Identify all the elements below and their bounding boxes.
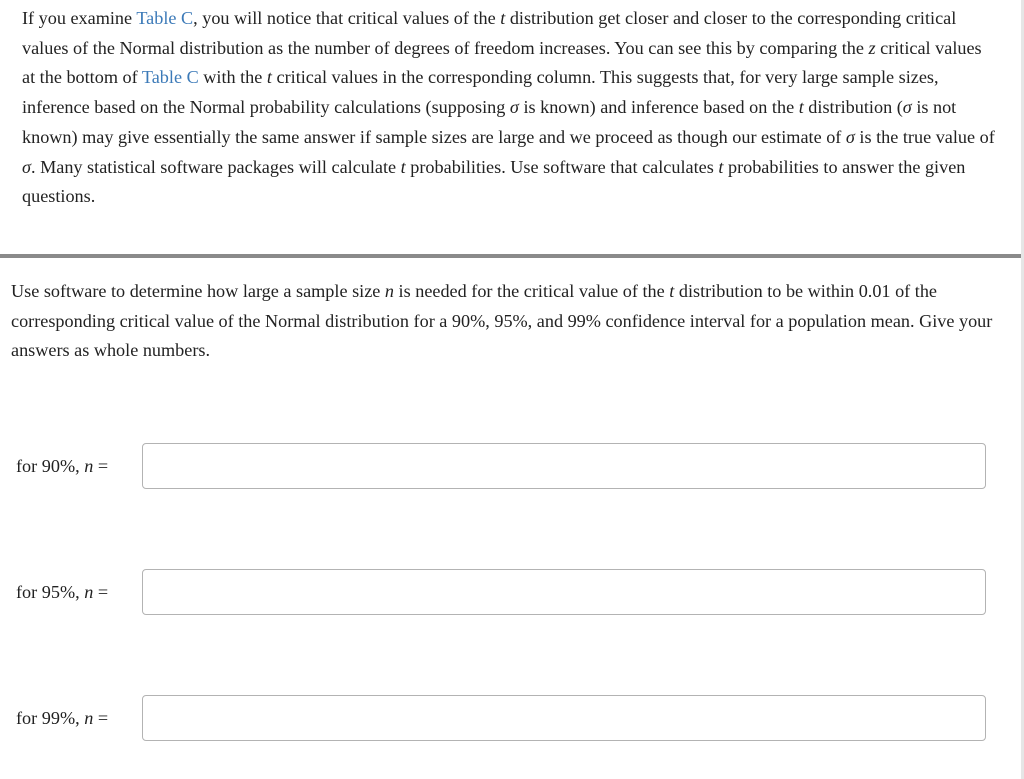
answer-row-90 xyxy=(0,443,1021,489)
section-divider xyxy=(0,254,1021,258)
z-variable: z xyxy=(868,37,876,58)
intro-paragraph: If you examine Table C, you will notice that critical values of the t distribution get closer and closer to the corresponding critical values of the Normal distribution as the number of degrees of freedom increases. You can see this by comparing the z critical values at the bottom of Table C with the t critical values in the corresponding column. This suggests that, for very large sample sizes, inference based on the Normal probability calculations (supposing σ is known) and inference based on the t distribution (σ is not known) may give essentially the same answer if sample sizes are large and we proceed as though our estimate of σ is the true value of σ. Many statistical software packages will calculate t probabilities. Use software that calculates t probabilities to answer the given questions. xyxy=(22,8,995,207)
answer-label-95: for 95%, n = xyxy=(16,582,109,602)
answer-input-95[interactable] xyxy=(142,569,986,615)
t-variable: t xyxy=(400,156,406,177)
table-c-link[interactable]: Table C xyxy=(141,67,199,88)
t-variable: t xyxy=(798,97,804,118)
t-variable: t xyxy=(669,281,675,301)
t-variable: t xyxy=(718,156,724,177)
answer-row-99 xyxy=(0,695,1021,741)
answer-label-99: for 99%, n = xyxy=(16,708,109,728)
answer-label-90: for 90%, n = xyxy=(16,456,109,476)
table-c-link[interactable]: Table C xyxy=(136,8,194,28)
sigma-variable: σ xyxy=(509,97,519,118)
answer-input-99[interactable] xyxy=(142,695,986,741)
sigma-variable: σ xyxy=(22,156,31,177)
sigma-variable: σ xyxy=(845,126,855,147)
question-text: Use software to determine how large a sample size n is needed for the critical value of the t distribution to be within 0.01 of the corresponding critical value of the Normal distribution for a 90%, 95%, and 99% confidence interval for a population mean. Give your answers as whole numbers. xyxy=(11,281,993,360)
n-variable: n xyxy=(384,281,394,301)
answer-row-95 xyxy=(0,569,1021,615)
t-variable: t xyxy=(266,67,272,88)
answer-input-90[interactable] xyxy=(142,443,986,489)
sigma-variable: σ xyxy=(902,97,912,118)
t-variable: t xyxy=(500,8,506,28)
